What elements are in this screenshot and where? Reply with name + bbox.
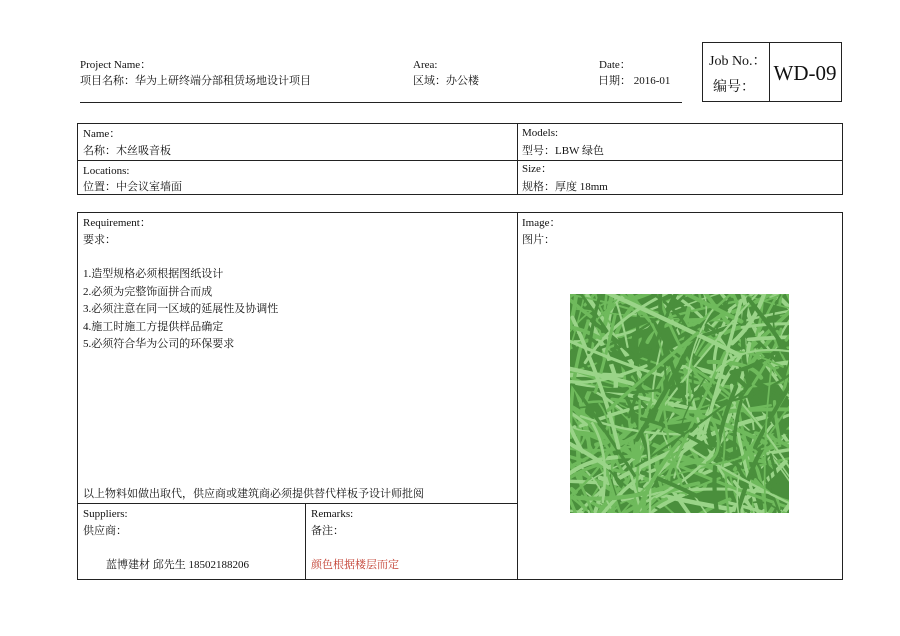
job-number-box (702, 42, 842, 102)
requirement-item: 2.必须为完整饰面拼合而成 (83, 285, 213, 298)
wood-wool-panel-image (570, 294, 789, 513)
supplier-contact: 蓝博建材 邱先生 18502188206 (106, 559, 249, 571)
name-value: 名称：木丝吸音板 (83, 145, 171, 157)
header-divider (80, 102, 682, 103)
wood-fiber (725, 409, 789, 411)
substitution-note: 以上物料如做出取代，供应商或建筑商必须提供替代样板予设计师批阅 (83, 488, 424, 500)
date-label: Date： (599, 59, 631, 71)
main-horizontal-divider (78, 503, 517, 504)
requirement-list (83, 266, 278, 354)
footer-vertical-divider (305, 503, 306, 579)
image-label: Image： (522, 217, 561, 229)
area-label: Area: (413, 59, 438, 71)
requirement-item: 4.施工时施工方提供样品确定 (83, 320, 224, 333)
remarks-value: 颜色根据楼层而定 (311, 559, 399, 571)
main-vertical-divider (517, 213, 518, 579)
wood-fiber (570, 481, 595, 482)
area-value: 区域：办公楼 (413, 75, 479, 87)
locations-label: Locations: (83, 165, 130, 177)
job-number-value: WD-09 (773, 61, 837, 85)
remarks-label: Remarks: (311, 508, 354, 520)
models-label: Models: (522, 127, 559, 139)
image-label-cn: 图片： (522, 234, 555, 246)
date-value: 日期： 2016-01 (598, 75, 671, 87)
requirement-label-cn: 要求： (83, 234, 116, 246)
info-vertical-divider (517, 124, 518, 194)
name-label: Name： (83, 128, 121, 140)
requirement-item: 3.必须注意在同一区域的延展性及协调性 (83, 303, 279, 315)
size-label: Size： (522, 163, 552, 175)
size-value: 规格：厚度 18mm (522, 181, 608, 193)
project-name-value: 项目名称：华为上研终端分部租赁场地设计项目 (80, 75, 311, 87)
job-number-label-cn: 编号： (713, 80, 755, 95)
locations-value: 位置：中会议室墙面 (83, 181, 182, 193)
models-value: 型号：LBW 绿色 (522, 145, 604, 157)
suppliers-label-cn: 供应商： (83, 525, 127, 537)
requirement-item: 5.必须符合华为公司的环保要求 (83, 338, 235, 350)
info-horizontal-divider (78, 160, 842, 161)
requirement-item: 1.造型规格必须根据图纸设计 (83, 268, 224, 280)
info-table (77, 123, 843, 195)
project-name-label: Project Name： (80, 59, 152, 71)
wood-wool-texture (570, 294, 789, 513)
remarks-label-cn: 备注： (311, 525, 344, 537)
suppliers-label: Suppliers: (83, 508, 128, 520)
requirement-label: Requirement： (83, 217, 151, 229)
job-number-label: Job No.： (709, 54, 767, 69)
